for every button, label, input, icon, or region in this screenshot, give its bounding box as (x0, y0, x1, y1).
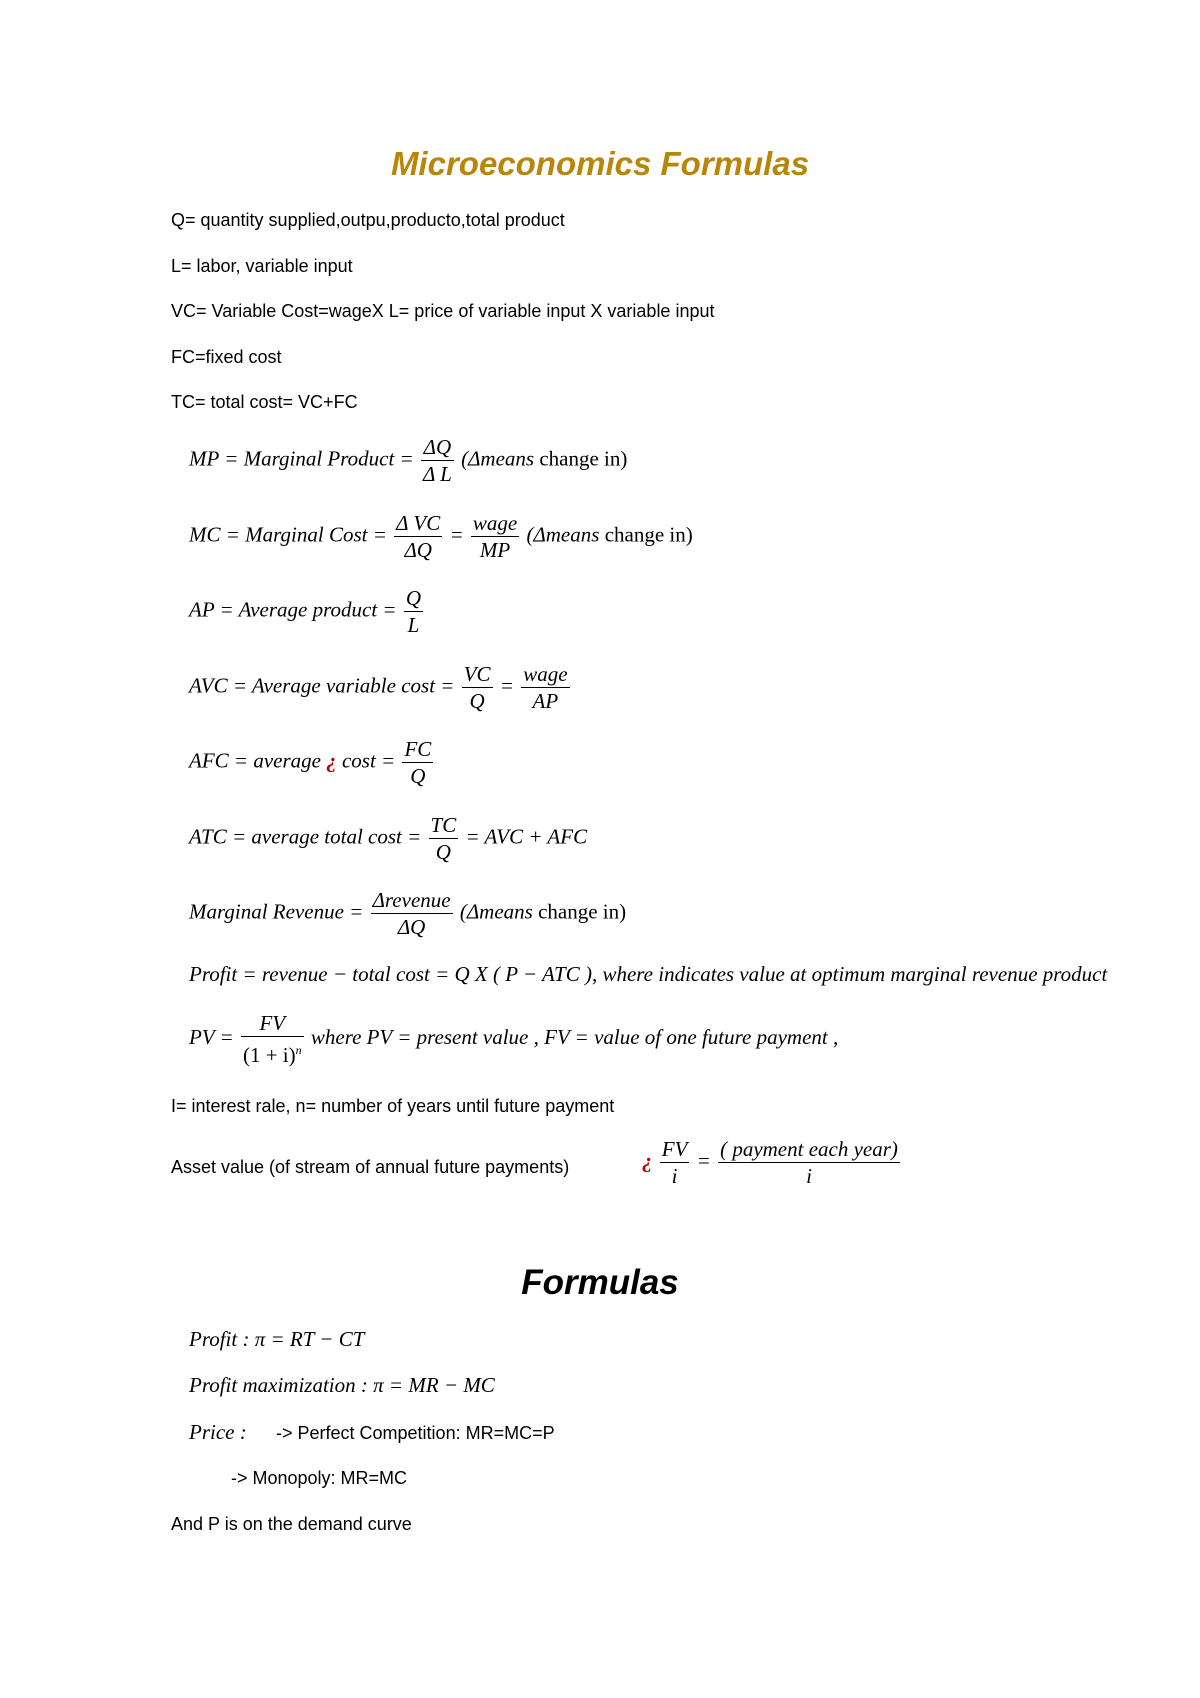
mc-equals: = (449, 522, 464, 547)
atc-numerator: TC (430, 813, 457, 837)
mc-numerator-2: wage (472, 511, 518, 535)
mc-denominator-2: MP (479, 538, 511, 562)
afc-lhs: AFC = average (189, 748, 321, 773)
asset-fraction-2 (718, 1136, 900, 1189)
atc-denominator: Q (435, 840, 451, 864)
definition-l: L= labor, variable input (171, 256, 353, 276)
asset-equals: = (696, 1148, 711, 1173)
avc-fraction-2 (521, 661, 569, 714)
afc-mid: cost = (341, 748, 396, 773)
formula-pv (189, 1010, 838, 1068)
ap-lhs: AP = Average product = (189, 597, 397, 622)
definition-tc: TC= total cost= VC+FC (171, 392, 358, 412)
definition-fc: FC=fixed cost (171, 347, 282, 367)
avc-denominator-2: AP (532, 689, 559, 713)
mc-denominator-1: ΔQ (404, 538, 432, 562)
ap-fraction (404, 585, 423, 638)
interest-line: I= interest rale, n= number of years until future payment (171, 1096, 615, 1116)
mr-lhs: Marginal Revenue = (189, 899, 364, 924)
mp-note-text: change in) (539, 446, 628, 471)
price-label: Price : (189, 1420, 247, 1444)
definition-vc: VC= Variable Cost=wageX L= price of variable input X variable input (171, 301, 715, 321)
mc-fraction-1 (394, 510, 442, 563)
formula-mr (189, 887, 626, 940)
mr-note-symbol: (Δmeans (459, 899, 533, 924)
avc-equals: = (499, 673, 514, 698)
pv-rhs: where PV = present value , FV = value of one future payment , (310, 1024, 839, 1049)
avc-lhs: AVC = Average variable cost = (189, 673, 455, 698)
profit-text: Profit = revenue − total cost = Q X ( P − ATC ), where indicates value at optimum marginal revenue product (189, 962, 1108, 986)
formula-mc (189, 510, 693, 563)
asset-numerator-1: FV (661, 1137, 688, 1161)
pv-fraction (241, 1010, 304, 1068)
asset-label: Asset value (of stream of annual future payments) (171, 1157, 570, 1177)
asset-denominator-1: i (671, 1164, 678, 1188)
ap-denominator: L (407, 613, 420, 637)
mr-fraction (371, 887, 453, 940)
mr-numerator: Δrevenue (372, 888, 451, 912)
definition-q: Q= quantity supplied,outpu,producto,total product (171, 210, 565, 230)
mc-note-symbol: (Δmeans (526, 522, 600, 547)
pv-lhs: PV = (189, 1024, 234, 1049)
asset-denominator-2: i (806, 1164, 812, 1188)
avc-fraction-1 (462, 661, 493, 714)
atc-fraction (429, 812, 459, 865)
mr-denominator: ΔQ (397, 915, 426, 939)
mr-note-text: change in) (538, 899, 627, 924)
mp-lhs: MP = Marginal Product = (189, 446, 414, 471)
afc-denominator: Q (410, 764, 426, 788)
asset-numerator-2: ( payment each year) (720, 1137, 898, 1161)
perfect-competition: -> Perfect Competition: MR=MC=P (276, 1423, 555, 1443)
mc-numerator-1: Δ VC (396, 511, 441, 535)
monopoly: -> Monopoly: MR=MC (231, 1468, 408, 1488)
atc-lhs: ATC = average total cost = (189, 824, 422, 849)
asset-glyph: ¿ (642, 1148, 653, 1173)
section-title-formulas: Formulas (521, 1263, 679, 1302)
formula-atc (189, 812, 587, 865)
mc-lhs: MC = Marginal Cost = (189, 522, 387, 547)
formula-asset (642, 1136, 902, 1189)
afc-glyph: ¿ (326, 748, 337, 773)
pv-numerator: FV (241, 1010, 304, 1037)
formula-profit-max: Profit maximization : π = MR − MC (189, 1373, 495, 1397)
formula-afc (189, 736, 435, 789)
mc-note-text: change in) (604, 522, 693, 547)
mp-denominator: Δ L (422, 462, 452, 486)
avc-denominator-1: Q (469, 689, 485, 713)
formula-profit-pi: Profit : π = RT − CT (189, 1327, 365, 1351)
avc-numerator-2: wage (523, 662, 568, 686)
pv-denominator: (1 + i) (242, 1043, 296, 1067)
afc-fraction (402, 736, 433, 789)
demand-curve-note: And P is on the demand curve (171, 1514, 412, 1534)
pv-denominator-wrap (241, 1037, 304, 1068)
formula-mp (189, 434, 627, 487)
avc-numerator-1: VC (463, 662, 491, 686)
page-title: Microeconomics Formulas (390, 145, 810, 182)
afc-numerator: FC (404, 737, 432, 761)
mp-numerator: ΔQ (421, 434, 454, 461)
atc-rhs: = AVC + AFC (465, 824, 588, 849)
mp-fraction (421, 434, 454, 487)
mc-fraction-2 (471, 510, 519, 563)
pv-exponent: n (295, 1043, 302, 1057)
formula-ap (189, 585, 425, 638)
asset-fraction-1 (660, 1136, 690, 1189)
formula-avc (189, 661, 572, 714)
ap-numerator: Q (405, 586, 422, 610)
formula-profit (189, 962, 1194, 987)
mp-note-symbol: (Δmeans (461, 446, 535, 471)
